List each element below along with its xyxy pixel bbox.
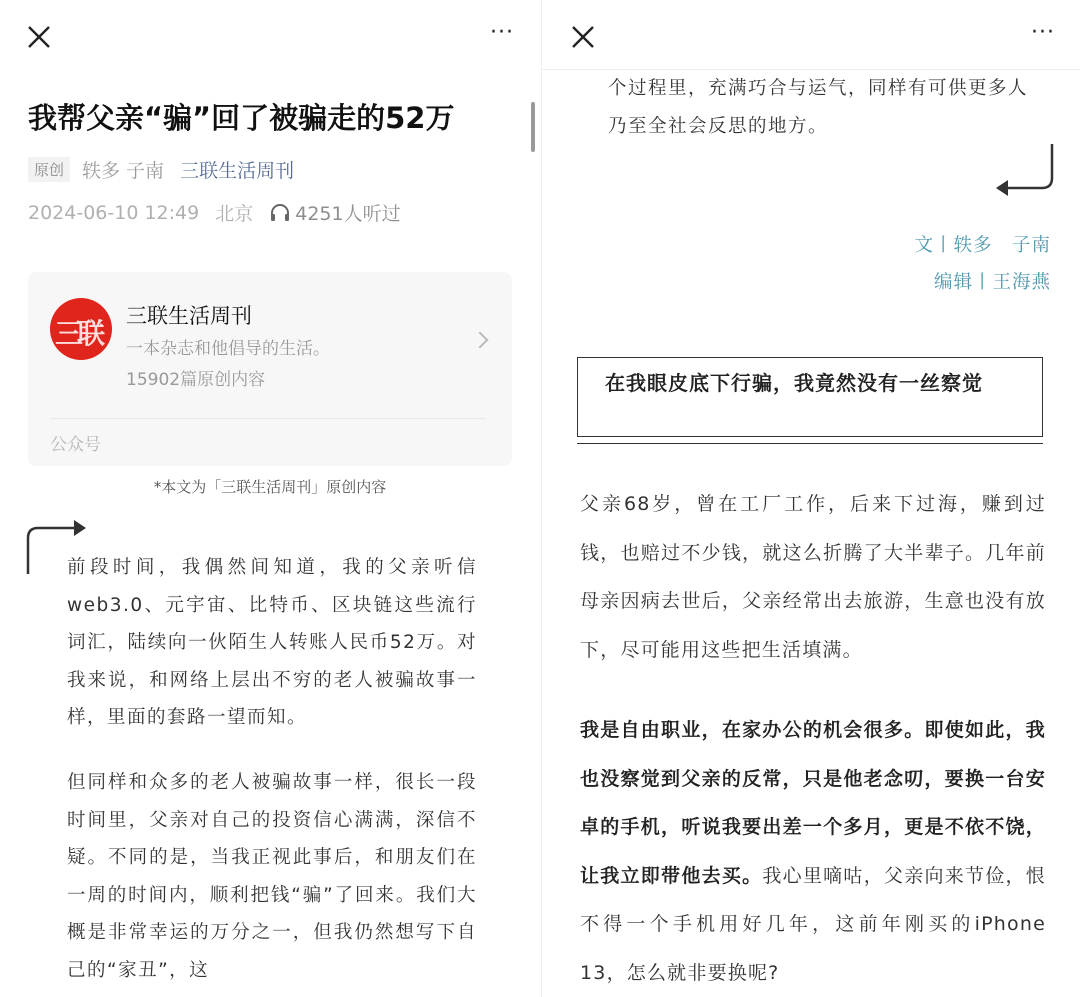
body-paragraph-4 xyxy=(580,706,1046,997)
article-meta-authors xyxy=(28,156,294,183)
publish-datetime: 2024-06-10 12:49 xyxy=(28,201,200,224)
close-icon[interactable] xyxy=(568,22,598,52)
close-icon[interactable] xyxy=(24,22,54,52)
listen-count-button[interactable] xyxy=(269,199,400,226)
section-heading-underline xyxy=(577,443,1043,446)
paragraph-text: 前段时间，我偶然间知道，我的父亲听信web3.0、元宇宙、比特币、区块链这些流行词汇，陆续向一伙陌生人转账人民币52万。对我来说，和网络上层出不穷的老人被骗故事一样，里面的套路一望而知。 xyxy=(67,557,477,728)
normal-text: 我心里嘀咕，父亲向来节俭，恨不得一个手机用好几年，这前年刚买的iPhone 13，怎么就非要换呢? xyxy=(580,864,1046,984)
original-badge: 原创 xyxy=(28,157,70,182)
account-card[interactable] xyxy=(28,272,512,466)
account-card-desc: 一本杂志和他倡导的生活。 xyxy=(126,339,330,359)
right-article-pane xyxy=(541,0,1080,997)
credit-author: 文丨轶多 子南 xyxy=(914,235,1051,256)
account-card-count: 15902篇原创内容 xyxy=(126,370,266,390)
account-logo xyxy=(50,298,112,360)
section-heading: 在我眼皮底下行骗，我竟然没有一丝察觉 xyxy=(605,371,983,395)
account-link[interactable]: 三联生活周刊 xyxy=(180,160,295,182)
account-logo-text: 三联 xyxy=(55,317,100,350)
body-paragraph-1 xyxy=(67,549,477,737)
bold-text: 我是自由职业，在家办公的机会很多。即使如此，我也没察觉到父亲的反常，只是他老念叨，要换一台安卓的手机，听说我要出差一个多月，更是不依不饶，让我立即带他去买。 xyxy=(580,719,1046,887)
more-options-icon[interactable]: ··· xyxy=(1031,20,1055,45)
author-names: 轶多 子南 xyxy=(82,160,165,182)
chevron-right-icon xyxy=(472,332,489,349)
intro-paragraph: 个过程里，充满巧合与运气，同样有可供更多人乃至全社会反思的地方。 xyxy=(608,78,1029,137)
original-content-note: *本文为「三联生活周刊」原创内容 xyxy=(153,478,387,496)
listen-count: 4251人听过 xyxy=(295,203,401,225)
body-paragraph-2 xyxy=(67,764,477,989)
article-meta-time xyxy=(28,199,401,226)
headphones-icon xyxy=(269,203,291,223)
more-options-icon[interactable]: ··· xyxy=(490,20,514,45)
credit-editor: 编辑丨王海燕 xyxy=(933,272,1051,293)
return-arrow-icon xyxy=(994,142,1058,200)
paragraph-text: 但同样和众多的老人被骗故事一样，很长一段时间里，父亲对自己的投资信心满满，深信不疑。不同的是，当我正视此事后，和朋友们在一周的时间内，顺利把钱“骗”了回来。我们大概是非常幸运的万分之一，但我仍然想写下自己的“家丑”，这 xyxy=(67,772,477,981)
account-card-name: 三联生活周刊 xyxy=(126,304,252,328)
paragraph-text xyxy=(580,706,1046,997)
account-card-type: 公众号 xyxy=(50,435,101,455)
right-top-bar xyxy=(542,0,1080,72)
section-heading-box xyxy=(577,357,1043,437)
card-divider xyxy=(50,418,486,419)
article-title: 我帮父亲“骗”回了被骗走的52万 xyxy=(28,101,455,135)
paragraph-text: 父亲68岁，曾在工厂工作，后来下过海，赚到过钱，也赔过不少钱，就这么折腾了大半辈子。几年前母亲因病去世后，父亲经常出去旅游，生意也没有放下，尽可能用这些把生活填满。 xyxy=(580,493,1046,661)
scrollbar[interactable] xyxy=(531,102,535,152)
left-top-bar xyxy=(0,0,540,72)
publish-location: 北京 xyxy=(215,203,254,225)
body-paragraph-3 xyxy=(580,480,1046,674)
